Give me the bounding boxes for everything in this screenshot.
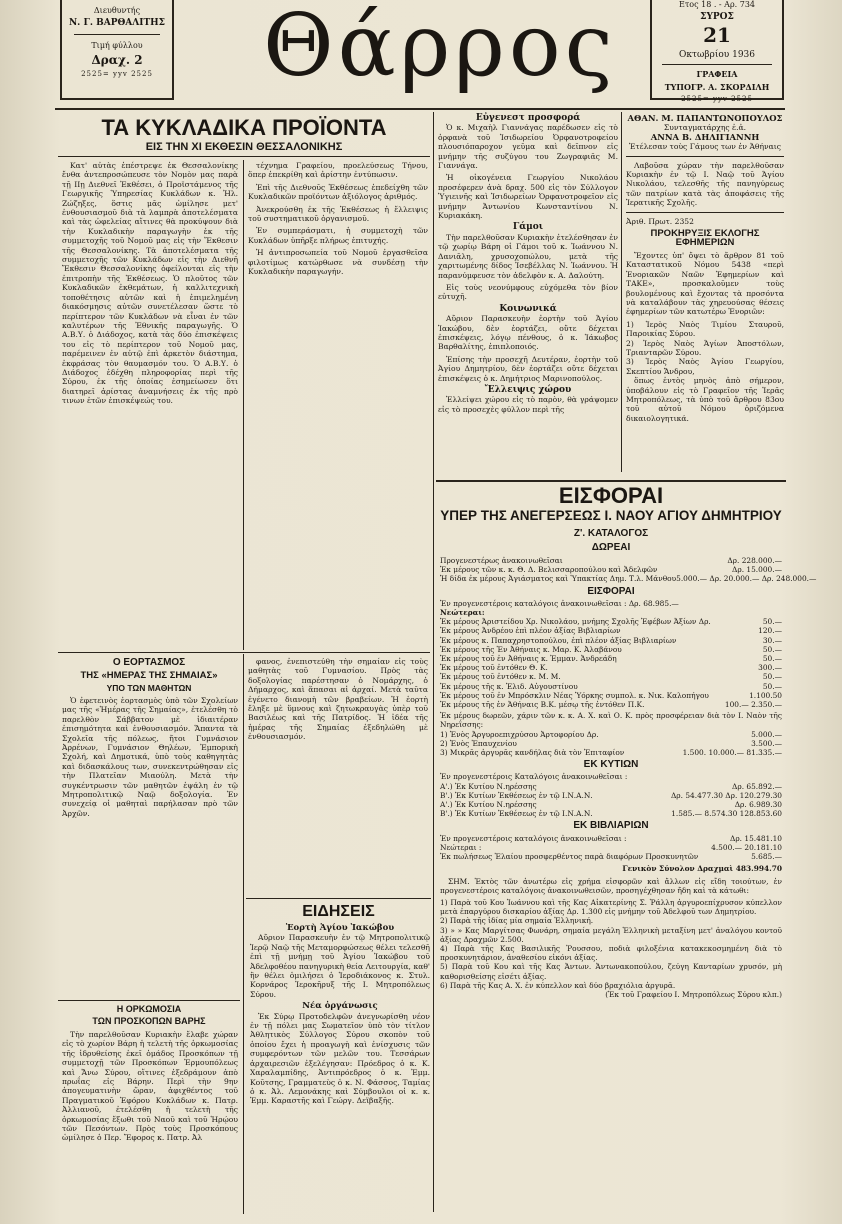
main-article-para: Ἐν συμπεράσματι, ἡ συμμετοχὴ τῶν Κυκλάδων ὑπῆρξε πλήρως ἐπιτυχής. bbox=[248, 226, 428, 245]
contrib-subsection: ΕΙΣΦΟΡΑΙ bbox=[587, 585, 635, 597]
groom-title: Συνταγματάρχης ἐ.ἀ. bbox=[663, 123, 747, 133]
elections-body: Ἔχοντες ὑπ' ὄψει τὸ ἄρθρον 81 τοῦ Καταστατικοῦ Νόμου 5438 «περὶ Ἐνοριακῶν Ναῶν Ἐφημερίων καὶ ΤΑΚΕ», προσκαλοῦμεν τοὺς βουλομένους καὶ ἔχοντας τὰ προσόντα νὰ καταλάβουν τὰς χηρευούσας θέσεις ἐφημερίων τῶν κατωτέρω Ἐνοριῶν: bbox=[626, 250, 784, 317]
newer-title: Νεώτεραι: bbox=[440, 608, 485, 618]
main-headline: ΤΑ ΚΥΚΛΑΔΙΚΑ ΠΡΟΪΟΝΤΑ bbox=[101, 115, 387, 140]
note-item: 2) Παρὰ τῆς ἰδίας μία σημαία Ἑλληνική. bbox=[440, 916, 594, 926]
donations-title: ΔΩΡΕΑΙ bbox=[591, 542, 631, 553]
date-day: 21 bbox=[703, 23, 731, 47]
holiday-body-2: φανος, ἐνεπιστεύθη τὴν σημαίαν εἰς τοὺς μαθητὰς τοῦ Γυμνασίου. Πρὸς τὰς δοξολογίας παρέστησαν ὁ Νομάρχης, ὁ Δήμαρχος, καὶ ἅπασαι αἱ ἀρχαί. Μετὰ ταῦτα ἐγένετο διανομὴ τῶν βραβείων. Ἡ ἑορτὴ ἔληξε μὲ ὕμνους καὶ ζητωκραυγὰς ὑπὲρ τοῦ Βασιλέως καὶ τῆς Πατρίδος. Ἡ ἰδέα τῆς ἡμέρας τῆς Σημαίας ἐξεδηλώθη μὲ ἐνθουσιασμόν. bbox=[248, 657, 428, 742]
column-rule bbox=[433, 112, 434, 1212]
column-rule bbox=[243, 160, 244, 650]
contrib-subtitle: ΥΠΕΡ ΤΗΣ ΑΝΕΓΕΡΣΕΩΣ Ι. ΝΑΟΥ ΑΓΙΟΥ ΔΗΜΗΤΡΙΟΥ bbox=[440, 508, 782, 523]
social-para: Ὁ κ. Μιχαὴλ Γιαννάγας παρέδωσεν εἰς τὸ ὀρφανὰ τοῦ Ἰσιδωρείου Ὀρφανοτροφείου πλουσιόπαροχον γεῦμα καὶ δεῖπνον εἰς μνήμην τῆς συζύγου του Ζωγραφιᾶς Μ. Γιαννάγα. bbox=[438, 123, 618, 171]
issue-line: Ετος 18 . - Αρ. 734 bbox=[679, 0, 755, 9]
in-kind-row: 1) Ἑνὸς Ἀργυροεπιχρύσου Ἀρτοφορίου Δρ. 5.000.— bbox=[440, 729, 782, 739]
note-item: 5) Παρὰ τοῦ Κου καὶ τῆς Κας Ἀντων. Ἀντωνακοπούλου, ζεύγη Κανταρίων χρυσόν, μὴ καθορισθείσης εἰσέτι ἀξίας. bbox=[440, 962, 782, 981]
price-value: Δραχ. 2 bbox=[91, 53, 143, 67]
contrib-row: Ἐκ μέρους Ἀνδρέου ἐπὶ πλέον ἀξίας Βιβλιαρίων 120.— bbox=[440, 626, 782, 636]
bride-name: ΑΝΝΑ Β. ΔΗΛΙΓΙΑΝΝΗ bbox=[650, 131, 760, 142]
holiday-title-3: ΥΠΟ ΤΩΝ ΜΑΘΗΤΩΝ bbox=[106, 683, 192, 693]
boxes-previous: Ἐν προγενεστέροις Καταλόγοις ἀνακοινωθεῖσαι : bbox=[440, 772, 628, 782]
box-row: Β'.) Ἐκ Κυτίων Ἐκθέσεως ἐν τῷ Ι.Ν.Α.Ν. Δρ. 54.477.30 Δρ. 120.279.30 bbox=[440, 790, 782, 800]
social-para: Εἰς τοὺς νεονύμφους εὐχόμεθα τὸν βίον εὐτυχῆ. bbox=[438, 282, 618, 302]
director-label: Διευθυντής bbox=[93, 6, 141, 15]
contrib-list bbox=[440, 556, 817, 1216]
contrib-title: ΕΙΣΦΟΡΑΙ bbox=[558, 483, 664, 508]
notices-column bbox=[626, 114, 784, 478]
scouts-body: Τὴν παρελθοῦσαν Κυριακὴν ἔλαβε χώραν εἰς τὸ χωρίον Βάρη ἡ τελετὴ τῆς ὁρκωμοσίας τῆς ἱδρυθείσης ἐκεῖ ὁμάδος Προσκόπων τῇ συμμετοχῇ τῶν Προσκόπων Ἑρμουπόλεως καὶ Ἄνω Σύρου, οἵτινες ἐξεδράμουν ἀπὸ πρωΐας εἰς Βάρην. Περὶ τὴν 9ην ἀπογευματινὴν ὥραν, ἀφιχθέντος τοῦ Πραγματικοῦ Ἐφόρου Κυκλάδων κ. Πατρ. Ἀλλιανοῦ, ἐτελέσθη ἡ τελετὴ τῆς ὁρκωμοσίας ἔξωθι τοῦ Ναοῦ καὶ τοῦ Ἡρῴου τῶν Πεσόντων. Πρὸς τοὺς Προσκόπους ὡμίλησε ὁ Περ. Ἔφορος κ. Πατρ. Ἀλ bbox=[62, 1030, 238, 1143]
contrib-row: Ἐκ μέρους Ἀριστείδου Χρ. Νικολάου, μνήμης Σχολῆς Ἐφέβων Ἀξίων Δρ. 50.— bbox=[440, 617, 782, 627]
top-rule bbox=[55, 108, 785, 110]
ornament-left: 2525= yyv 2525 bbox=[81, 70, 153, 78]
groom-name: ΑΘΑΝ. Μ. ΠΑΠΑΝΤΩΝΟΠΟΥΛΟΣ bbox=[627, 113, 783, 123]
heading-weddings: Γάμοι bbox=[512, 222, 544, 233]
column-rule bbox=[243, 654, 244, 1214]
contrib-previous: Ἐν προγενεστέροις καταλόγοις ἀνακοινωθεῖσαι : Δρ. 68.985.— bbox=[440, 598, 679, 608]
social-para: Ἐλλείψει χώρου εἰς τὸ παρὸν, θὰ γράψομεν εἰς τὸ προσεχὲς φύλλον περὶ τῆς bbox=[438, 395, 618, 414]
box-row: Α'.) Ἐκ Κυτίου Ν.ηρέσσης Δρ. 6.989.30 bbox=[440, 800, 782, 810]
masthead-director-box bbox=[60, 0, 174, 100]
holiday-body: Ὁ ἐφετεινὸς ἑορτασμὸς ὑπὸ τῶν Σχολείων μας τῆς «Ἡμέρας τῆς Σημαίας», ἐτελέσθη τὸ παρελθὸν Σάββατον μὲ ἰδιαιτέραν ἐπισημότητα καὶ ἐνθουσιασμόν. Ἅπαντα τὰ Σχολεῖα τῆς πόλεως, ἤτοι Γυμνάσιον Ἀρρένων, Γυμνάσιον Θηλέων, Ἐμπορικὴ Σχολή, καὶ Δημοτικά, ὑπὸ τοὺς καθηγητὰς καὶ διδασκάλους των, συνεκεντρώθησαν εἰς τὴν Πλατεῖαν Μιαούλη. Μετὰ τὴν συγκέντρωσιν τῶν μαθητῶν ἐψάλη ἐν τῷ Μητροπολιτικῷ Ναῷ δοξολογία. Ἐν συνεχείᾳ οἱ μαθηταὶ παρήλασαν πρὸ τῶν Ἀρχῶν. bbox=[62, 696, 238, 818]
parish-item: 1) Ἱερὸς Ναὸς Τιμίου Σταυροῦ, Παροικίας Σύρου. bbox=[626, 319, 784, 339]
masthead-date-box bbox=[650, 0, 784, 103]
office-value: ΤΥΠΟΓΡ. Α. ΣΚΟΡΔΙΛΗ bbox=[664, 82, 770, 92]
box-row: Β'.) Ἐκ Κυτίων Ἐκθέσεως ἐν τῷ Ι.Ν.Α.Ν. 1.585.— 8.574.30 128.853.60 bbox=[440, 809, 782, 819]
main-article-col1 bbox=[62, 161, 238, 649]
section-rule bbox=[436, 480, 786, 482]
column-rule bbox=[621, 112, 622, 472]
contrib-row: Ἐκ μέρους τοῦ ἐντόθεν Θ. Κ. 300.— bbox=[440, 663, 782, 673]
news-para: Ἐκ Σύρῳ Προτοδελφῶν ἀνεγνωρίσθη νέον ἐν τῇ πόλει μας Σωματεῖον ὑπὸ τὸν τίτλον Ἀθλητικὸς Σύλλογος Σύρου σκοπὸν τοῦ ὁποίου ἔχει ἡ προαγωγὴ καὶ ἐνίσχυσις τῶν συμφερόντων τῶν μελῶν του. Τεσσάρων ἀρχαιρεσιῶν ἐξελέγησαν: Πρόεδρος ὁ κ. Κ. Χαραλαμπίδης, Ἀντιπρόεδρος ὁ κ. Ἐμμ. Κοῦτσης, Γραμματεὺς ὁ κ. Ν. Φάσσος, Ταμίας ὁ κ. Ἀλ. Λεμονάκης καὶ Σύμβουλοι οἱ κ. κ. Ἐμμ. Καραστῆς καὶ Γεώργ. Δεϊβαξῆς. bbox=[250, 1011, 430, 1106]
donation-row: Ἐκ μέρους τῶν κ. κ. Θ. Δ. Βελισσαροπούλου καὶ Ἀδελφῶν Δρ. 15.000.— bbox=[440, 565, 782, 575]
main-article-text-1: Κατ' αὐτὰς ἐπέστρεψε ἐκ Θεσσαλονίκης ἔνθα ἀντεπροσώπευσε τὸν Νομὸν μας παρὰ τῇ ΙΙῃ Διεθνεῖ Ἐκθέσει, ὁ Προϊστάμενος τῆς Γεωργικῆς Ὑπηρεσίας Κυκλάδων κ. Ἠλ. Ζώζηξες, ὅστις μᾶς ὡμίλησε μετ' ἐνθουσιασμοῦ διὰ τὰ λαμπρὰ ἀποτελέσματα καὶ τὰς ὠφελείας αἵτινες θὰ προκύψουν διὰ τὴν Κυκλαδικὴν παραγωγὴν ἐκ τῆς συμμετοχῆς τοῦ Νομοῦ μας εἰς τὴν Ἔκθεσιν τῆς Θεσσαλονίκης. Τὰ ἀποτελέσματα τῆς συμμετοχῆς τῶν Κυκλάδων εἰς τὴν Διεθνῆ Ἔκθεσιν Θεσσαλονίκης ὀφείλονται εἰς τὴν ἐπιτροπὴν τῆς Ἐκθέσεως. Ὁ πλοῦτος τῶν Κυκλαδικῶν ἐκθεμάτων, ἡ καλλιτεχνικὴ τοποθέτησις αὐτῶν καὶ ἡ ἐπιμελημένη διακόσμησις αὐτῶν συνετέλεσαν ὥστε τὸ περίπτερον τῶν Κυκλάδων νὰ εἶναι ἐν τῶν καλυτέρων τῆς Ἐθνικῆς παραγωγῆς. Ὁ Α.Β.Υ. ὁ Διάδοχος, κατὰ τὰς δύο ἐπισκέψεις του εἰς τὸ περίπτερον τοῦ Νομοῦ μας, παρέμεινεν ἐν αὐτῷ ἐπὶ ἀρκετὸν διάστημα, ἐκφράσας τὸν θαυμασμόν του. Ὁ Α.Β.Υ. ὁ Διάδοχος ἐδέχθη πληροφορίας περὶ τῆς Σύρου, ἐκ τῆς ὁποίας ἐσημείωσεν ὅτι διατηρεῖ ἀρίστας ἀναμνήσεις ἐκ τῆς πρὸ τινων ἐτῶν ἐπισκέψεώς του. bbox=[62, 161, 238, 406]
boxes-title: ΕΚ ΚΥΤΙΩΝ bbox=[583, 759, 639, 771]
news-heading-2: Νέα ὀργάνωσις bbox=[302, 1001, 378, 1012]
contrib-row: Ἐκ μέρους κ. Παπαχρηστοπούλου, ἐπὶ πλέον ἀξίας Βιβλιαρίων 30.— bbox=[440, 635, 782, 645]
main-subheadline: ΕΙΣ ΤΗΝ ΧΙ ΕΚΘΕΣΙΝ ΘΕΣΣΑΛΟΝΙΚΗΣ bbox=[145, 141, 343, 153]
in-kind-intro: Ἐκ μέρους δωρεῶν, χάριν τῶν κ. κ. Α. Χ. καὶ Ο. Κ. πρὸς προσφέρειαν διὰ τὸν Ι. Ναὸν τῆς Νηρεΐσσης: bbox=[440, 711, 782, 730]
in-kind-row: 3) Μικρᾶς ἀργυρᾶς κανδήλας διὰ τὸν Ἐπιταφίον 1.500. 10.000.— 81.335.— bbox=[440, 748, 782, 758]
contrib-row: Ἐκ μέρους τῆς κ. Ἐλιδ. Αὐγουστίνου 50.— bbox=[440, 681, 782, 691]
contrib-row: Ἐκ μέρους τοῦ ἐν Ἀθήναις κ. Ἐμμαν. Ἀνδρεάδη 50.— bbox=[440, 654, 782, 664]
elections-tail: ὅπως ἐντὸς μηνὸς ἀπὸ σήμερον, ὑποβάλουν εἰς τὸ Γραφεῖον τῆς Ἱερᾶς Μητροπόλεως, τὰ ὑπὸ τοῦ ἄρθρου 83ου τοῦ αὐτοῦ Νόμου ὁριζόμενα δικαιολογητικά. bbox=[626, 376, 784, 423]
book-row: Νεώτεραι : 4.500.— 20.181.10 bbox=[440, 842, 782, 852]
contrib-footer: (Ἐκ τοῦ Γραφείου Ι. Μητροπόλεως Σύρου κλπ.) bbox=[605, 989, 782, 999]
heading-social: Κοινωνικά bbox=[499, 303, 557, 314]
date-rest: Οκτωβρίου 1936 bbox=[679, 50, 755, 60]
note-item: 3) » » Κας Μαργίτσας Φωνάρη, σημαία μεγάλη Ἑλληνικὴ μεταξίνη μετ' ἀναλόγου κοντοῦ ἀξίας Δραχμῶν 2.500. bbox=[440, 925, 782, 944]
main-article-col2 bbox=[248, 161, 428, 649]
social-column bbox=[438, 114, 618, 478]
contrib-row: Ἐκ μέρους τοῦ ἐντόθεν κ. Μ. Μ. 50.— bbox=[440, 672, 782, 682]
scouts-body-col bbox=[62, 1030, 238, 1218]
elections-title: ΠΡΟΚΗΡΥΞΙΣ ΕΚΛΟΓΗΣ ΕΦΗΜΕΡΙΩΝ bbox=[650, 228, 760, 249]
social-para: Τὴν παρελθοῦσαν Κυριακὴν ἐτελέσθησαν ἐν τῷ χωρίῳ Βάρη οἱ Γάμοι τοῦ κ. Ἰωάννου Ν. Δανιᾶλη, χρυσοχοπώλου, μετὰ τῆς χαριτωμένης δίδος Ἰσεβέλλας Ν. Ἰωάννου. Ἡ παρανύμφευσε τὸν ἀδελφὸν κ. Α. Δαλούτη. bbox=[438, 232, 618, 280]
price-label: Τιμή φύλλου bbox=[91, 41, 143, 50]
section-rule bbox=[58, 1000, 240, 1001]
main-article-para: Ἀνεκρούσθη ἐκ τῆς Ἐκθέσεως ἡ ἔλλειψις τοῦ συστηματικοῦ ὀργανισμοῦ. bbox=[248, 204, 428, 224]
holiday-title-1: Ο ΕΟΡΤΑΣΜΟΣ bbox=[112, 657, 186, 668]
place-label: ΣΥΡΟΣ bbox=[700, 12, 734, 22]
contrib-row: Ἐκ μέρους τῆς Ἐν Ἀθήναις κ. Μαρ. Κ. Ἀλαβάνου 50.— bbox=[440, 644, 782, 654]
book-row: Ἐν προγενεστέροις καταλόγοις ἀνακοινωθεῖσαι : Δρ. 15.481.10 bbox=[440, 833, 782, 843]
newspaper-title: Θάρρος bbox=[263, 0, 617, 96]
in-kind-row: 2) Ἑνὸς Ἐπαυχενίου 3.500.— bbox=[440, 738, 782, 748]
parish-item: 3) Ἱερὸς Ναὸς Ἁγίου Γεωργίου, Σκεπτίου Ἄνδρου, bbox=[626, 357, 784, 376]
main-article-para: Ἡ ἀντιπροσωπεία τοῦ Νομοῦ ἐργασθεῖσα φιλοτίμως κατώρθωσε νὰ συνδέσῃ τὴν Κυκλαδικὴν παραγωγήν. bbox=[248, 248, 428, 277]
grand-total: Γενικὸν Σύνολον Δραχμαὶ 483.994.70 bbox=[622, 864, 782, 874]
headline-rule bbox=[58, 156, 430, 157]
news-col bbox=[250, 924, 430, 1218]
scouts-title-1: Η ΟΡΚΩΜΟΣΙΑ bbox=[116, 1004, 182, 1014]
section-rule bbox=[58, 652, 430, 653]
catalog-title: Ζ'. ΚΑΤΑΛΟΓΟΣ bbox=[573, 528, 649, 539]
heading-lack-space: Ἔλλειψις χώρου bbox=[484, 384, 572, 395]
section-rule bbox=[246, 898, 431, 899]
contrib-note: ΣΗΜ. Ἐκτὸς τῶν ἀνωτέρω εἰς χρήμα εἰσφορῶν καὶ ἄλλων εἰς εἴδη τοιούτων, ἐν προγενεστέροις καταλόγοις ἀνακοινωθεισῶν, προσηγέχθησαν ἤδη καὶ τὰ κάτωθι: bbox=[440, 876, 782, 895]
news-title: ΕΙΔΗΣΕΙΣ bbox=[302, 903, 375, 920]
box-row: Α'.) Ἐκ Κυτίου Ν.ηρέσσης Δρ. 65.892.— bbox=[440, 781, 782, 791]
wedding-line: Ἐτέλεσαν τοὺς Γάμους των ἐν Ἀθήναις bbox=[628, 142, 782, 152]
ornament-right: 2525= yyv 2525 bbox=[681, 95, 753, 103]
protocol-ref: Ἀριθ. Πρωτ. 2352 bbox=[626, 216, 694, 226]
donation-row: Προγενεστέρως ἀνακοινωθεῖσαι Δρ. 228.000.— bbox=[440, 556, 782, 565]
donation-row: Ἡ δίδα ἐκ μέρους Ἀγιάσματος καὶ Ὑπακτίας Δημ. Τ.λ. Μάνθου 5.000.— Δρ. 20.000.— Δρ. 248.000.— bbox=[440, 574, 817, 584]
director-name: Ν. Γ. ΒΑΡΘΑΛΙΤΗΣ bbox=[68, 18, 166, 28]
main-article-para: Ἐπὶ τῆς Διεθνοῦς Ἐκθέσεως ἐπεδείχθη τῶν Κυκλαδικῶν προϊόντων ἀξιόλογος ἀριθμός. bbox=[248, 182, 428, 202]
news-para: Αὔριον Παρασκευὴν ἐν τῷ Μητροπολιτικῷ Ἱερῷ Ναῷ τῆς Μεταμορφώσεως θέλει τελεσθῆ ἐπὶ τῇ μνήμῃ τοῦ Ἁγίου Ἰακώβου τοῦ Ἀδελφοθέου πανηγυρικὴ θεία Λειτουργία, καθ' ἣν θέλει ὁμιλήσει ὁ Ἱεροδιάκονος κ. Στυλ. Κορνάρος Ἱεροκῆρυξ τῆς Ι. Μητροπόλεως Σύρου. bbox=[250, 933, 430, 999]
note-item: 6) Παρὰ τῆς Κας Α. Χ. ἐν κύπελλον καὶ δύο βραχιόλια ἀργυρᾶ. bbox=[440, 980, 676, 990]
contrib-row: Ἐκ μέρους τῆς ἐν Ἀθήναις Β.Κ. μέσῳ τῆς ἐντόθεν Π.Κ. 100.— 2.350.— bbox=[440, 700, 782, 710]
social-para: Ἡ οἰκογένεια Γεωργίου Νικολάου προσέφερεν ἀνὰ δραχ. 500 εἰς τὸν Σύλλογον Ὑγιεινῆς καὶ Ἰσιδωρείων Ὀρφανοτροφεῖον εἰς μνήμην Ἀντωνίου Κωνσταντίνου Ν. Κυριακάκη. bbox=[438, 173, 618, 221]
holiday-col1 bbox=[62, 696, 238, 996]
book-row: Ἐκ πωλήσεως Ἐλαίου προσφερθέντος παρὰ διαφόρων Προσκυνητῶν 5.685.— bbox=[440, 852, 782, 862]
main-article-para: τέχνημα Γραφείου, προελεύσεως Τήνου, ὅπερ ἐπεκρίθη καὶ ἀρίστην ἐντύπωσιν. bbox=[248, 161, 428, 180]
social-para: Αὔριον Παρασκευὴν ἑορτὴν τοῦ Ἁγίου Ἰακώβου, δὲν ἑορτάζει, οὔτε δέχεται ἐπισκέψεις, λόγῳ πένθους, ὁ κ. Ἰάκωβος Βαρθαλίτης, ἐπιπλοποιός. bbox=[438, 314, 618, 352]
social-para: Ἐπίσης τὴν προσεχῆ Δευτέραν, ἑορτὴν τοῦ Ἁγίου Δημητρίου, δὲν ἑορτάζει οὔτε δέχεται ἐπισκέψεις ὁ κ. Δημήτριος Μαρινοπούλος. bbox=[438, 354, 618, 383]
news-heading-1: Ἑορτὴ Ἁγίου Ἰακώβου bbox=[285, 923, 395, 933]
heading-generous-offer: Εὐγενεστ προσφορά bbox=[475, 113, 581, 123]
books-title: ΕΚ ΒΙΒΛΙΑΡΙΩΝ bbox=[573, 820, 649, 832]
notice-text: Λαβοῦσα χώραν τὴν παρελθοῦσαν Κυριακὴν ἐν τῷ Ι. Ναῷ τοῦ Ἁγίου Νικολάου, τελεσθῆς τῆς πανηγύρεως τῶν πατρίων κατὰ τὰς ἀποφάσεις τῆς Ἱερατικῆς Σχολῆς. bbox=[626, 160, 784, 208]
holiday-title-2: ΤΗΣ «ΗΜΕΡΑΣ ΤΗΣ ΣΗΜΑΙΑΣ» bbox=[80, 670, 218, 681]
note-item: 1) Παρὰ τοῦ Κου Ἰωάννου καὶ τῆς Κας Αἰκατερίνης Σ. Ῥάλλη ἀργυροεπίχρυσον κύπελλον μετὰ ἐπαργύρου δισκαρίου ἀξίας Δρ. 1.300 εἰς μνήμην τοῦ Ἀδελφοῦ των Δημητρίου. bbox=[440, 897, 782, 917]
note-item: 4) Παρὰ τῆς Κας Βασιλικῆς Ῥουσσου, ποδιὰ φιλοξένια κατακεκοσμημένη διὰ τὸ προσκυνητάριον, ἀναθεσίου εἰκόνι ἀξίας. bbox=[440, 943, 782, 963]
office-label: ΓΡΑΦΕΙΑ bbox=[696, 69, 738, 79]
contrib-row: Ἐκ μέρους τοῦ ἐν Μπρόσκλιν Νέας Ὑόρκης συμπολ. κ. Νικ. Καλοπήγου 1.100.50 bbox=[440, 690, 782, 700]
holiday-col2 bbox=[248, 657, 428, 895]
parish-item: 2) Ἱερὸς Ναὸς Ἁγίων Ἀποστόλων, Τριανταρῶν Σύρου. bbox=[626, 338, 784, 357]
scouts-title-2: ΤΩΝ ΠΡΟΣΚΟΠΩΝ ΒΑΡΗΣ bbox=[92, 1016, 206, 1026]
